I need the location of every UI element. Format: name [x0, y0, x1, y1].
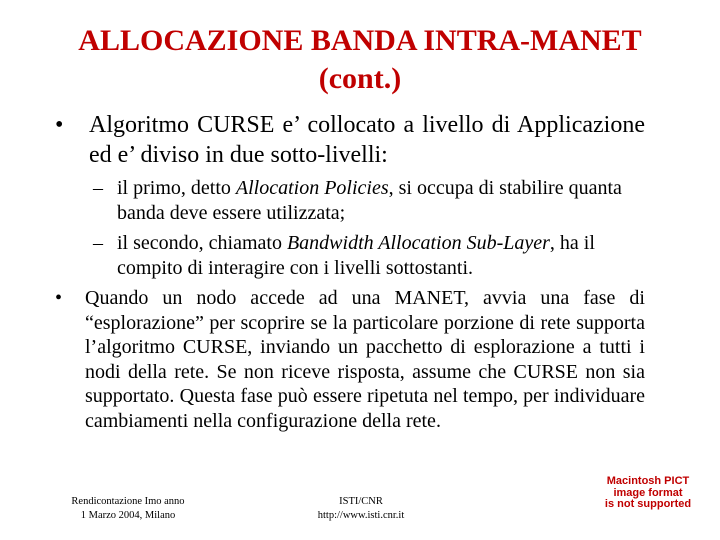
subbullet-text-emphasis: Bandwidth Allocation Sub-Layer	[286, 232, 550, 254]
footer-center	[286, 495, 436, 523]
subbullet-marker: –	[93, 177, 103, 199]
footer-left	[58, 495, 198, 523]
bullet-text: Algoritmo CURSE e’ collocato a livello di Applicazione ed e’ diviso in due sotto-livelli:	[89, 112, 645, 168]
placeholder-line-3: is not supported	[604, 498, 692, 510]
subbullet-marker: –	[93, 232, 103, 254]
subbullet-text-after: , ha il compito di interagire con i livelli sottostanti.	[117, 232, 595, 279]
title-line-1: ALLOCAZIONE BANDA INTRA-MANET	[78, 24, 642, 57]
subbullet-text-after: , si occupa di stabilire quanta banda deve essere utilizzata;	[117, 177, 622, 224]
bullet-marker: •	[55, 287, 63, 309]
footer-left-line-1: Rendicontazione Imo anno	[71, 496, 185, 507]
subbullet-text-before: il secondo, chiamato	[117, 232, 287, 254]
subbullet-item-bandwidth-allocation	[93, 231, 645, 280]
subbullet-text	[117, 176, 645, 225]
bullet-item-curse	[55, 110, 645, 170]
subbullet-text-emphasis: Allocation Policies	[235, 177, 389, 199]
title-line-2: (cont.)	[318, 62, 402, 95]
unsupported-image-placeholder	[583, 476, 713, 511]
slide-title	[0, 22, 720, 98]
placeholder-line-2: image format	[613, 486, 683, 499]
footer-center-line-1: ISTI/CNR	[339, 496, 383, 507]
bullet-marker: •	[55, 112, 64, 138]
bullet-text: Quando un nodo accede ad una MANET, avvia una fase di “esplorazione” per scoprire se la particolare porzione di rete supporta l’algoritmo CURSE, inviando un pacchetto di esplorazione a tutti i nodi della rete. Se non riceve risposta, assume che CURSE non sia supportato. Questa fase può essere ripetuta nel tempo, per individuare cambiamenti nella configurazione della rete.	[85, 287, 645, 432]
placeholder-line-1: Macintosh PICT	[606, 475, 690, 487]
footer-center-line-2: http://www.isti.cnr.it	[317, 510, 405, 521]
subbullet-text-before: il primo, detto	[117, 177, 236, 199]
subbullet-item-allocation-policies	[93, 176, 645, 225]
bullet-item-manet	[55, 286, 645, 433]
footer-left-line-2: 1 Marzo 2004, Milano	[80, 510, 176, 521]
subbullet-text	[117, 231, 645, 280]
